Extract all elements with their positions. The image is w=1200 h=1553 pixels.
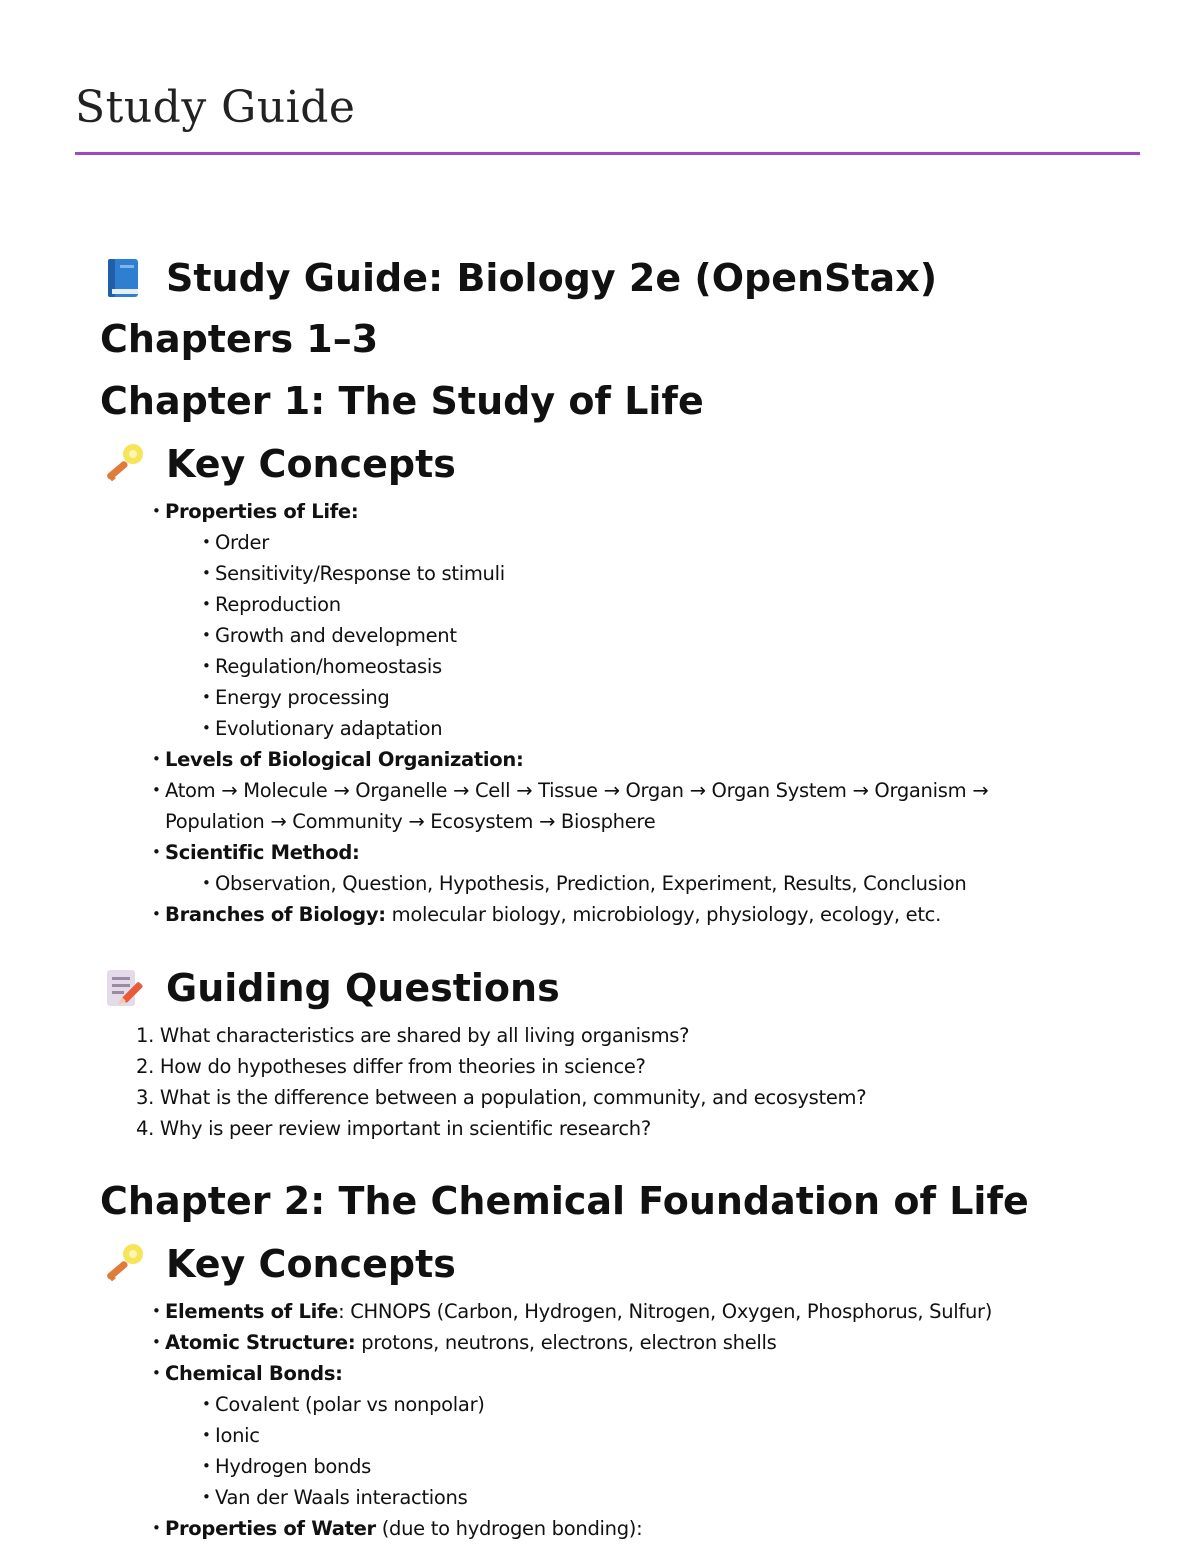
list-item: • Levels of Biological Organization: bbox=[152, 744, 1140, 775]
list-item: • Branches of Biology: molecular biology, microbiology, physiology, ecology, etc. bbox=[152, 899, 1140, 930]
list-item: • Hydrogen bonds bbox=[202, 1451, 1140, 1482]
chapter-1-heading: Chapter 1: The Study of Life bbox=[100, 379, 704, 423]
list-item: 3. What is the difference between a population, community, and ecosystem? bbox=[136, 1086, 867, 1109]
list-item: • Atomic Structure: protons, neutrons, electrons, electron shells bbox=[152, 1327, 1140, 1358]
list-item: • Scientific Method: bbox=[152, 837, 1140, 868]
list-item: • Energy processing bbox=[202, 682, 1140, 713]
list-item: • Sensitivity/Response to stimuli bbox=[202, 558, 1140, 589]
memo-icon bbox=[100, 965, 146, 1011]
ch1-key-concepts-label: Key Concepts bbox=[166, 442, 456, 486]
list-item: • Order bbox=[202, 527, 1140, 558]
list-item: • Observation, Question, Hypothesis, Prediction, Experiment, Results, Conclusion bbox=[202, 868, 1140, 899]
key-icon bbox=[100, 1241, 146, 1287]
document-title bbox=[100, 248, 1140, 308]
sublist-container bbox=[152, 868, 1140, 899]
title-divider bbox=[75, 152, 1140, 155]
ch1-key-concepts-list-cont bbox=[100, 744, 1140, 868]
blue-book-icon bbox=[100, 255, 146, 301]
document-body bbox=[100, 248, 1140, 1544]
ch2-key-concepts-list bbox=[100, 1296, 1140, 1389]
ch2-key-concepts-list-end bbox=[100, 1513, 1140, 1544]
guiding-questions-list bbox=[100, 1020, 1140, 1144]
ch1-key-concepts-list-end bbox=[100, 899, 1140, 930]
list-item: 2. How do hypotheses differ from theories in science? bbox=[136, 1055, 646, 1078]
ch2-key-concepts-heading bbox=[100, 1232, 1140, 1296]
document-title-text: Study Guide: Biology 2e (OpenStax) bbox=[166, 256, 938, 300]
list-item: • Properties of Life: bbox=[152, 496, 1140, 527]
ch1-key-concepts-list bbox=[100, 496, 1140, 527]
list-item: • Elements of Life: CHNOPS (Carbon, Hydrogen, Nitrogen, Oxygen, Phosphorus, Sulfur) bbox=[152, 1296, 1140, 1327]
list-item: • Covalent (polar vs nonpolar) bbox=[202, 1389, 1140, 1420]
document-subtitle: Chapters 1–3 bbox=[100, 317, 379, 361]
list-item: • Ionic bbox=[202, 1420, 1140, 1451]
list-item: • Chemical Bonds: bbox=[152, 1358, 1140, 1389]
ch2-key-concepts-label: Key Concepts bbox=[166, 1242, 456, 1286]
list-item: • Atom → Molecule → Organelle → Cell → Tissue → Organ → Organ System → Organism → Population → Community → Ecosystem → Biosphere bbox=[152, 775, 1045, 837]
list-item: • Properties of Water (due to hydrogen bonding): bbox=[152, 1513, 1140, 1544]
properties-of-life-list bbox=[152, 527, 1140, 744]
key-icon bbox=[100, 441, 146, 487]
list-item: 1. What characteristics are shared by all living organisms? bbox=[136, 1024, 690, 1047]
list-item: • Van der Waals interactions bbox=[202, 1482, 1140, 1513]
chemical-bonds-list bbox=[152, 1389, 1140, 1513]
ch1-guiding-questions-label: Guiding Questions bbox=[166, 966, 560, 1010]
list-item: • Growth and development bbox=[202, 620, 1140, 651]
scientific-method-list bbox=[152, 868, 1140, 899]
sublist-container bbox=[152, 527, 1140, 744]
sublist-container bbox=[152, 1389, 1140, 1513]
properties-sublist-wrapper bbox=[100, 527, 1140, 744]
list-item: • Reproduction bbox=[202, 589, 1140, 620]
list-item: 4. Why is peer review important in scientific research? bbox=[136, 1117, 651, 1140]
bonds-sublist-wrapper bbox=[100, 1389, 1140, 1513]
chapter-2-heading: Chapter 2: The Chemical Foundation of Life bbox=[100, 1179, 1029, 1223]
list-item: • Evolutionary adaptation bbox=[202, 713, 1140, 744]
list-item: • Regulation/homeostasis bbox=[202, 651, 1140, 682]
ch1-key-concepts-heading bbox=[100, 432, 1140, 496]
method-sublist-wrapper bbox=[100, 868, 1140, 899]
ch1-guiding-questions-heading bbox=[100, 956, 1140, 1020]
page-title: Study Guide bbox=[75, 82, 356, 133]
